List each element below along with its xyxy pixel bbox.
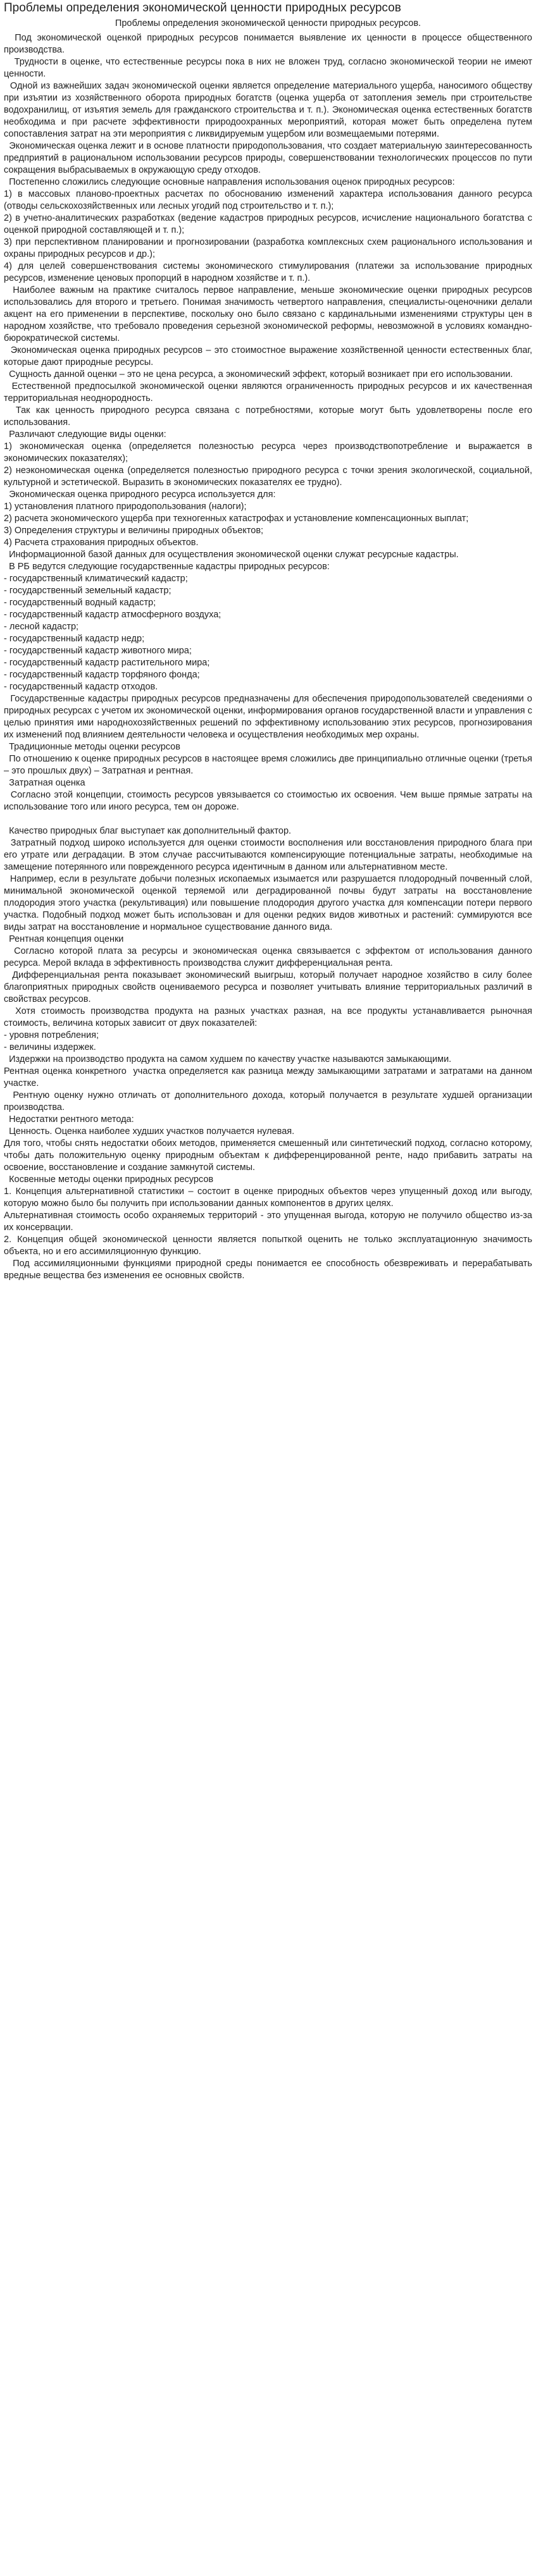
paragraph: Согласно этой концепции, стоимость ресурсов увязывается со стоимостью их освоения. Чем выше прямые затраты на использование того или иного ресурса, тем он дороже.	[4, 790, 535, 812]
paragraph: - величины издержек.	[4, 1042, 96, 1052]
paragraph: - государственный кадастр растительного мира;	[4, 658, 210, 668]
paragraph: Постепенно сложились следующие основные направления использования оценок природных ресурсов:	[4, 177, 455, 187]
paragraph: Недостатки рентного метода:	[4, 1114, 134, 1125]
paragraph: Экономическая оценка природного ресурса используется для:	[4, 490, 276, 500]
paragraph: Ценность. Оценка наиболее худших участков получается нулевая.	[4, 1126, 295, 1137]
paragraph: По отношению к оценке природных ресурсов в настоящее время сложились две принципиально отличные оценки (третья – это прошлых двух) – Затратная и рентная.	[4, 754, 535, 776]
article-body	[4, 32, 535, 1282]
paragraph: Затратный подход широко используется для оценки стоимости восполнения или восстановления природного блага при его утрате или деградации. В этом случае рассчитываются компенсирующие потенциальные затраты, необходимые на замещение потерянного или поврежденного ресурса идентичным в данном или альтернативном месте.	[4, 838, 535, 872]
paragraph: Различают следующие виды оценки:	[4, 429, 166, 440]
paragraph: - государственный климатический кадастр;	[4, 574, 188, 584]
paragraph: 1. Концепция альтернативной статистики – состоит в оценке природных объектов через упущенный доход или выгоду, которую можно было бы получить при использовании данных компонентов в других целях.	[4, 1186, 535, 1209]
paragraph: - государственный кадастр торфяного фонда;	[4, 670, 200, 680]
paragraph: Рентная оценка конкретного участка определяется как разница между замыкающими затратами и затратами на данном участке.	[4, 1066, 535, 1088]
paragraph: Информационной базой данных для осуществления экономической оценки служат ресурсные кадастры.	[4, 550, 459, 560]
paragraph: 1) экономическая оценка (определяется полезностью ресурса через производствопотребление и выражается в экономических показателях);	[4, 441, 535, 464]
paragraph: - государственный кадастр животного мира;	[4, 646, 192, 656]
paragraph: 4) Расчета страхования природных объектов.	[4, 538, 199, 548]
paragraph: Например, если в результате добычи полезных ископаемых изымается или разрушается плодородный почвенный слой, минимальной экономической оценкой теряемой или деградированной почвы будут затраты на восстановление плодородия этого участка (рекультивация) или повышение плодородия другого участка для компенсации потери первого участка. Подобный подход может быть использован и для оценки редких видов животных и растений: суммируются все виды затрат на восстановление и нормальное существование данного вида.	[4, 874, 535, 932]
paragraph: - уровня потребления;	[4, 1030, 99, 1040]
paragraph: 2) неэкономическая оценка (определяется полезностью природного ресурса с точки зрения экологической, социальной, культурной и эстетической. Выразить в экономических показателях ее трудно).	[4, 465, 535, 488]
paragraph: - государственный кадастр недр;	[4, 634, 145, 644]
paragraph: Государственные кадастры природных ресурсов предназначены для обеспечения природопользователей сведениями о природных ресурсах с учетом их экономической оценки, информирования органов государственной власти и управления с целью принятия ими народнохозяйственных решений по эффективному использованию этих ресурсов, прогнозирования их изменений под влиянием деятельности человека и осуществления необходимых мер охраны.	[4, 694, 535, 740]
paragraph: Для того, чтобы снять недостатки обоих методов, применяется смешенный или синтетический подход, согласно которому, чтобы дать положительную оценку природным объектам к дифференцированной ренте, надо прибавить затраты на освоение, восстановление и создание замкнутой системы.	[4, 1138, 535, 1173]
paragraph: 1) установления платного природопользования (налоги);	[4, 502, 247, 512]
paragraph: Альтернативная стоимость особо охраняемых территорий - это упущенная выгода, которую не получило общество из-за их консервации.	[4, 1211, 535, 1233]
paragraph: Под экономической оценкой природных ресурсов понимается выявление их ценности в процессе общественного производства.	[4, 33, 535, 55]
paragraph: 1) в массовых планово-проектных расчетах по обоснованию изменений характера использования данного ресурса (отводы сельскохозяйственных или лесных угодий под строительство и т. п.);	[4, 189, 535, 211]
paragraph: Рентная концепция оценки	[4, 934, 124, 944]
paragraph: - государственный кадастр атмосферного воздуха;	[4, 610, 221, 620]
paragraph: Согласно которой плата за ресурсы и экономическая оценка связывается с эффектом от использования данного ресурса. Мерой вклада в эффективность производства служит дифференциальная рента.	[4, 946, 535, 968]
paragraph: 2) в учетно-аналитических разработках (ведение кадастров природных ресурсов, исчисление национального богатства с оценкой природной составляющей и т. п.);	[4, 213, 535, 235]
paragraph: Естественной предпосылкой экономической оценки являются ограниченность природных ресурсов и их качественная территориальная неоднородность.	[4, 381, 535, 404]
paragraph: Сущность данной оценки – это не цена ресурса, а экономический эффект, который возникает при его использовании.	[4, 369, 513, 379]
article	[0, 0, 536, 1287]
paragraph: Экономическая оценка лежит и в основе платности природопользования, что создает материальную заинтересованность предприятий в рациональном использовании ресурсов природы, совершенствовании технологических процессов по пути сокращения выбрасываемых в окружающую среду отходов.	[4, 141, 535, 175]
paragraph: Наиболее важным на практике считалось первое направление, меньше экономические оценки природных ресурсов использовались для второго и третьего. Понимая значимость четвертого направления, специалисты-оценочники делали акцент на его применении в перспективе, поскольку оно было связано с кардинальными изменениями структуры цен в народном хозяйстве, что требовало проведения серьезной экономической реформы, невозможной в условиях командно-бюрократической системы.	[4, 285, 535, 343]
paragraph: Издержки на производство продукта на самом худшем по качеству участке называются замыкающими.	[4, 1054, 452, 1064]
paragraph: - государственный водный кадастр;	[4, 598, 156, 608]
paragraph: - государственный кадастр отходов.	[4, 682, 158, 692]
paragraph: 3) Определения структуры и величины природных объектов;	[4, 526, 264, 536]
paragraph: Так как ценность природного ресурса связана с потребностями, которые могут быть удовлетворены после его использования.	[4, 405, 535, 428]
paragraph: Косвенные методы оценки природных ресурсов	[4, 1174, 214, 1185]
paragraph: 3) при перспективном планировании и прогнозировании (разработка комплексных схем рационального использования и охраны природных ресурсов и др.);	[4, 237, 535, 259]
paragraph: - лесной кадастр;	[4, 622, 79, 632]
paragraph: Одной из важнейших задач экономической оценки является определение материального ущерба, наносимого обществу при изъятии из хозяйственного оборота природных богатств (оценка ущерба от затопления земель при строительстве водохранилищ, от изъятия земель для гражданского строительства и т. п.). Экономическая оценка естественных богатств необходима и при расчете эффективности природоохранных мероприятий, которая может быть определена путем сопоставления затрат на эти мероприятия с ликвидируемым ущербом или возмещаемыми потерями.	[4, 81, 535, 139]
paragraph: Под ассимиляционными функциями природной среды понимается ее способность обезвреживать и перерабатывать вредные вещества без изменения ее основных свойств.	[4, 1259, 535, 1281]
page-title: Проблемы определения экономической ценности природных ресурсов	[4, 1, 401, 15]
paragraph: Качество природных благ выступает как дополнительный фактор.	[4, 826, 292, 836]
paragraph	[4, 813, 532, 825]
paragraph: Традиционные методы оценки ресурсов	[4, 742, 180, 752]
paragraph: Трудности в оценке, что естественные ресурсы пока в них не вложен труд, согласно экономической теории не имеют ценности.	[4, 57, 535, 79]
paragraph: В РБ ведутся следующие государственные кадастры природных ресурсов:	[4, 562, 330, 572]
paragraph: - государственный земельный кадастр;	[4, 586, 171, 596]
paragraph: Рентную оценку нужно отличать от дополнительного дохода, который получается в результате худшей организации производства.	[4, 1090, 535, 1112]
paragraph: 4) для целей совершенствования системы экономического стимулирования (платежи за использование природных ресурсов, изменение ценовых пропорций в народном хозяйстве и т. п.).	[4, 261, 535, 283]
article-subtitle: Проблемы определения экономической ценности природных ресурсов.	[115, 18, 421, 28]
paragraph: Дифференциальная рента показывает экономический выигрыш, который получает народное хозяйство в силу более благоприятных природных свойств оцениваемого ресурса и позволяет учитывать влияние территориальных различий в свойствах ресурсов.	[4, 970, 535, 1004]
paragraph: 2. Концепция общей экономической ценности является попыткой оценить не только эксплуатационную значимость объекта, но и его ассимиляционную функцию.	[4, 1235, 535, 1257]
paragraph: 2) расчета экономического ущерба при техногенных катастрофах и установление компенсационных выплат;	[4, 514, 469, 524]
paragraph: Затратная оценка	[4, 778, 85, 788]
paragraph: Экономическая оценка природных ресурсов – это стоимостное выражение хозяйственной ценности естественных благ, которые дают природные ресурсы.	[4, 345, 535, 367]
paragraph: Хотя стоимость производства продукта на разных участках разная, на все продукты устанавливается рыночная стоимость, величина которых зависит от двух показателей:	[4, 1006, 535, 1028]
